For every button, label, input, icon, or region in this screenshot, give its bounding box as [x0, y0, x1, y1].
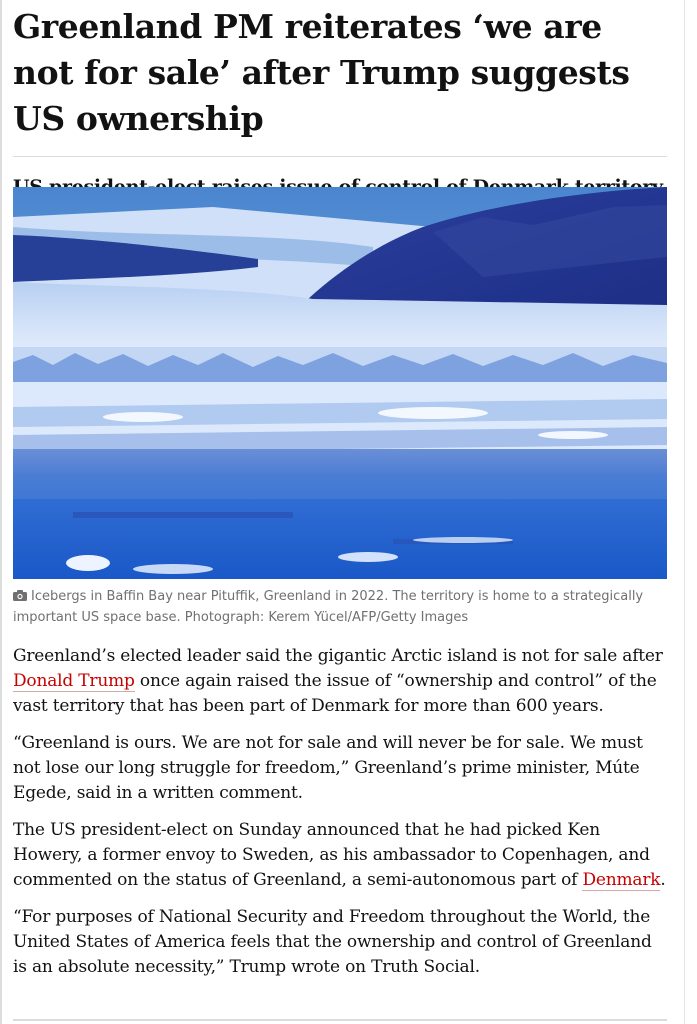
link-denmark[interactable]: Denmark [582, 870, 661, 890]
paragraph-text: once again raised the issue of “ownership and control” of the vast territory that has been part of Denmark for more than 600 years. [13, 671, 657, 716]
right-border [684, 0, 685, 1024]
article [13, 0, 667, 977]
paragraph: “Greenland is ours. We are not for sale and will never be for sale. We must not lose our long struggle for freedom,” Greenland’s prime minister, Múte Egede, said in a written comment. [13, 733, 643, 803]
paragraph [13, 644, 667, 719]
paragraph-text: The US president-elect on Sunday announced that he had picked Ken Howery, a former envoy to Sweden, as his ambassador to Copenhagen, and commented on the status of Greenland, a semi-autonomous part of [13, 820, 650, 890]
headline-divider [13, 156, 667, 157]
link-donald-trump[interactable]: Donald Trump [13, 671, 135, 691]
paragraph [13, 818, 667, 893]
headline: Greenland PM reiterates ‘we are not for sale’ after Trump suggests US ownership [13, 7, 630, 138]
image-caption [13, 586, 667, 628]
left-border [0, 0, 2, 1024]
bottom-divider [13, 1019, 667, 1021]
paragraph: “For purposes of National Security and Freedom throughout the World, the United States of America feels that the ownership and control of Greenland is an absolute necessity,” Trump wrote on Truth Social. [13, 907, 652, 977]
caption-text: Icebergs in Baffin Bay near Pituffik, Greenland in 2022. The territory is home to a strategically important US space base. Photograph: Kerem Yücel/AFP/Getty Images [13, 589, 644, 625]
paragraph-text: Greenland’s elected leader said the gigantic Arctic island is not for sale after [13, 646, 663, 666]
paragraph-text: . [660, 870, 666, 890]
hero-image [13, 187, 667, 579]
camera-icon [13, 590, 27, 601]
article-body [13, 644, 667, 992]
